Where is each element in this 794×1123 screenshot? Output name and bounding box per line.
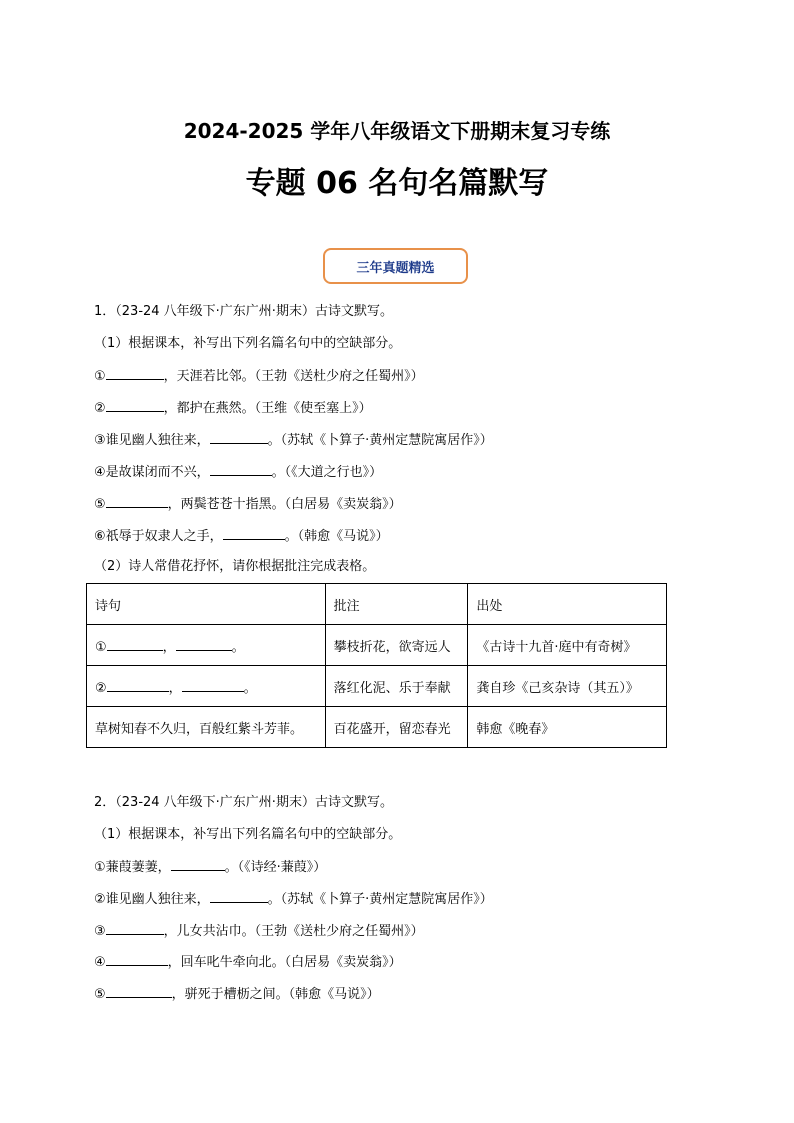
table-header-cell: 出处	[468, 584, 667, 625]
answer-blank[interactable]	[176, 638, 232, 651]
q1-item-5	[94, 495, 402, 514]
q2-item-1	[94, 858, 326, 877]
answer-blank[interactable]	[106, 922, 164, 935]
item-suffix: ，儿女共沾巾。（王勃《送杜少府之任蜀州》）	[163, 924, 424, 939]
q2-item-2	[94, 890, 493, 909]
answer-blank[interactable]	[210, 890, 268, 903]
item-prefix: ②	[94, 401, 106, 416]
answer-blank[interactable]	[106, 399, 164, 412]
note-cell: 百花盛开，留恋春光	[325, 707, 468, 748]
item-suffix: ，回车叱牛牵向北。（白居易《卖炭翁》）	[167, 955, 402, 970]
source-cell: 《古诗十九首·庭中有奇树》	[468, 625, 667, 666]
item-prefix: ③谁见幽人独往来，	[94, 433, 210, 448]
verse-end: 。	[243, 680, 257, 696]
item-prefix: ⑤	[94, 497, 106, 512]
answer-blank[interactable]	[210, 431, 268, 444]
answer-blank[interactable]	[106, 367, 164, 380]
item-prefix: ⑥祇辱于奴隶人之手，	[94, 529, 223, 544]
q2-item-4	[94, 953, 402, 972]
source-cell: 韩愈《晚春》	[468, 707, 667, 748]
poem-flower-table	[86, 583, 667, 748]
q2-stem: 2．（23-24 八年级下·广东广州·期末）古诗文默写。	[94, 795, 393, 810]
verse-prefix: ②	[95, 680, 107, 696]
note-cell: 攀枝折花，欲寄远人	[325, 625, 468, 666]
answer-blank[interactable]	[106, 953, 168, 966]
verse-cell	[87, 625, 326, 666]
item-prefix: ②谁见幽人独往来，	[94, 892, 210, 907]
answer-blank[interactable]	[107, 679, 169, 692]
item-suffix: 。（苏轼《卜算子·黄州定慧院寓居作》）	[267, 892, 493, 907]
document-title: 2024-2025 学年八年级语文下册期末复习专练	[183, 119, 611, 143]
q1-item-2	[94, 399, 372, 418]
item-prefix: ③	[94, 924, 106, 939]
answer-blank[interactable]	[210, 463, 272, 476]
q1-stem: 1．（23-24 八年级下·广东广州·期末）古诗文默写。	[94, 304, 393, 319]
item-suffix: ，都护在燕然。（王维《使至塞上》）	[163, 401, 372, 416]
verse-comma: ，	[162, 639, 176, 655]
item-suffix: 。（《大道之行也》）	[271, 465, 383, 480]
q2-item-5	[94, 985, 380, 1004]
topic-title: 专题 06 名句名篇默写	[245, 166, 549, 201]
q2-part1-instruction: （1）根据课本，补写出下列名篇名句中的空缺部分。	[94, 827, 402, 842]
table-row	[87, 666, 667, 707]
item-prefix: ①蒹葭萋萋，	[94, 860, 171, 875]
q1-item-1	[94, 367, 424, 386]
answer-blank[interactable]	[223, 527, 285, 540]
item-prefix: ④是故谋闭而不兴，	[94, 465, 210, 480]
item-suffix: 。（苏轼《卜算子·黄州定慧院寓居作》）	[267, 433, 493, 448]
item-prefix: ④	[94, 955, 106, 970]
table-header-cell: 批注	[325, 584, 468, 625]
answer-blank[interactable]	[171, 858, 225, 871]
verse-prefix: ①	[95, 639, 107, 655]
q1-item-4	[94, 463, 382, 482]
verse-cell: 草树知春不久归，百般红紫斗芳菲。	[87, 707, 326, 748]
answer-blank[interactable]	[106, 495, 168, 508]
answer-blank[interactable]	[106, 985, 172, 998]
item-prefix: ①	[94, 369, 106, 384]
q1-part1-instruction: （1）根据课本，补写出下列名篇名句中的空缺部分。	[94, 336, 402, 351]
verse-comma: ，	[168, 680, 182, 696]
answer-blank[interactable]	[182, 679, 244, 692]
table-header-cell: 诗句	[87, 584, 326, 625]
answer-blank[interactable]	[107, 638, 163, 651]
section-badge: 三年真题精选	[323, 248, 468, 284]
q2-item-3	[94, 922, 424, 941]
verse-cell	[87, 666, 326, 707]
table-header-row	[87, 584, 667, 625]
q1-item-3	[94, 431, 493, 450]
q1-item-6	[94, 527, 389, 546]
verse-end: 。	[231, 639, 245, 655]
note-cell: 落红化泥、乐于奉献	[325, 666, 468, 707]
table-row	[87, 625, 667, 666]
item-suffix: ，两鬓苍苍十指黑。（白居易《卖炭翁》）	[167, 497, 402, 512]
item-suffix: 。（《诗经·蒹葭》）	[224, 860, 327, 875]
item-suffix: ，骈死于槽枥之间。（韩愈《马说》）	[171, 987, 380, 1002]
table-row	[87, 707, 667, 748]
item-suffix: ，天涯若比邻。（王勃《送杜少府之任蜀州》）	[163, 369, 424, 384]
q1-part2-instruction: （2）诗人常借花抒怀，请你根据批注完成表格。	[94, 559, 376, 574]
source-cell: 龚自珍《己亥杂诗（其五）》	[468, 666, 667, 707]
item-suffix: 。（韩愈《马说》）	[284, 529, 389, 544]
item-prefix: ⑤	[94, 987, 106, 1002]
